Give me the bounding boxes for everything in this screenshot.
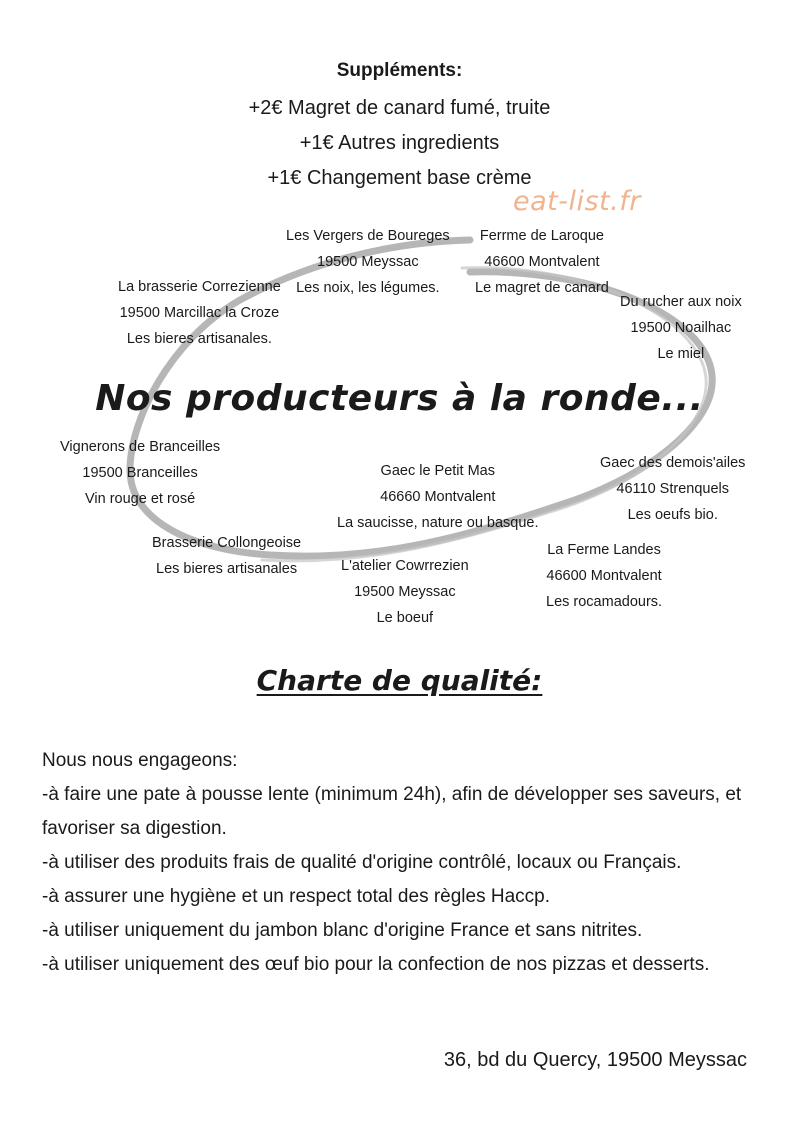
producer-brasserie-correzienne [118, 274, 281, 352]
producer-place: 19500 Meyssac [354, 584, 456, 600]
producer-name: Brasserie Collongeoise [152, 535, 302, 551]
producer-product: Les bieres artisanales [156, 561, 298, 577]
charter-item: -à faire une pate à pousse lente (minimum 24h), afin de développer ses saveurs, et favoriser sa digestion. [42, 784, 742, 839]
producer-place: 19500 Noailhac [630, 320, 732, 336]
producer-product: Le miel [657, 346, 705, 362]
producer-gaec-demoisailes [600, 450, 745, 528]
charter-item: -à utiliser des produits frais de qualité d'origine contrôlé, locaux ou Français. [42, 852, 682, 873]
producer-gaec-petit-mas [337, 458, 539, 536]
supplement-line: +2€ Magret de canard fumé, truite [248, 97, 551, 119]
producer-vignerons-branceilles [60, 434, 220, 512]
supplements-title: Suppléments: [336, 60, 463, 81]
charter-intro: Nous nous engageons: [42, 750, 238, 771]
producer-name: Ferrme de Laroque [479, 228, 604, 244]
charter-heading: Charte de qualité: [256, 664, 543, 697]
producer-ferme-laroque [475, 223, 609, 301]
producer-product: Le magret de canard [475, 280, 609, 296]
producer-product: Vin rouge et rosé [84, 491, 196, 507]
producer-name: Gaec des demois'ailes [600, 455, 746, 471]
charter-item: -à assurer une hygiène et un respect total des règles Haccp. [42, 886, 551, 907]
producer-place: 19500 Marcillac la Croze [119, 305, 280, 321]
producer-product: Les noix, les légumes. [296, 280, 440, 296]
producer-product: La saucisse, nature ou basque. [337, 515, 539, 531]
producer-name: L'atelier Cowrrezien [341, 558, 469, 574]
producer-place: 46110 Strenquels [616, 481, 730, 497]
producer-name: Gaec le Petit Mas [380, 463, 495, 479]
producer-place: 46600 Montvalent [484, 254, 600, 270]
producer-name: Les Vergers de Boureges [286, 228, 450, 244]
producer-name: Vignerons de Branceilles [60, 439, 221, 455]
producer-place: 19500 Meyssac [317, 254, 419, 270]
producer-product: Les bieres artisanales. [126, 331, 272, 347]
producers-heading: Nos producteurs à la ronde... [95, 378, 704, 419]
supplement-line: +1€ Autres ingredients [299, 132, 500, 154]
producer-ferme-landes [546, 537, 662, 615]
producer-brasserie-collongeoise [152, 530, 301, 582]
watermark: eat-list.fr [513, 186, 641, 217]
producer-atelier-cowrrezien [341, 553, 469, 631]
producer-place: 19500 Branceilles [82, 465, 198, 481]
address: 36, bd du Quercy, 19500 Meyssac [443, 1049, 747, 1071]
supplement-line: +1€ Changement base crème [267, 167, 532, 189]
producer-rucher-aux-noix [620, 289, 742, 367]
producer-place: 46660 Montvalent [380, 489, 496, 505]
producer-name: La brasserie Correzienne [118, 279, 281, 295]
producer-product: Les oeufs bio. [627, 507, 718, 523]
producer-place: 46600 Montvalent [546, 568, 662, 584]
charter-block [42, 744, 782, 982]
producer-name: La Ferme Landes [547, 542, 661, 558]
charter-item: -à utiliser uniquement du jambon blanc d'origine France et sans nitrites. [42, 920, 643, 941]
producer-vergers-boureges [286, 223, 450, 301]
producer-product: Le boeuf [376, 610, 434, 626]
charter-item: -à utiliser uniquement des œuf bio pour la confection de nos pizzas et desserts. [42, 954, 710, 975]
producer-name: Du rucher aux noix [620, 294, 742, 310]
producer-product: Les rocamadours. [546, 594, 663, 610]
